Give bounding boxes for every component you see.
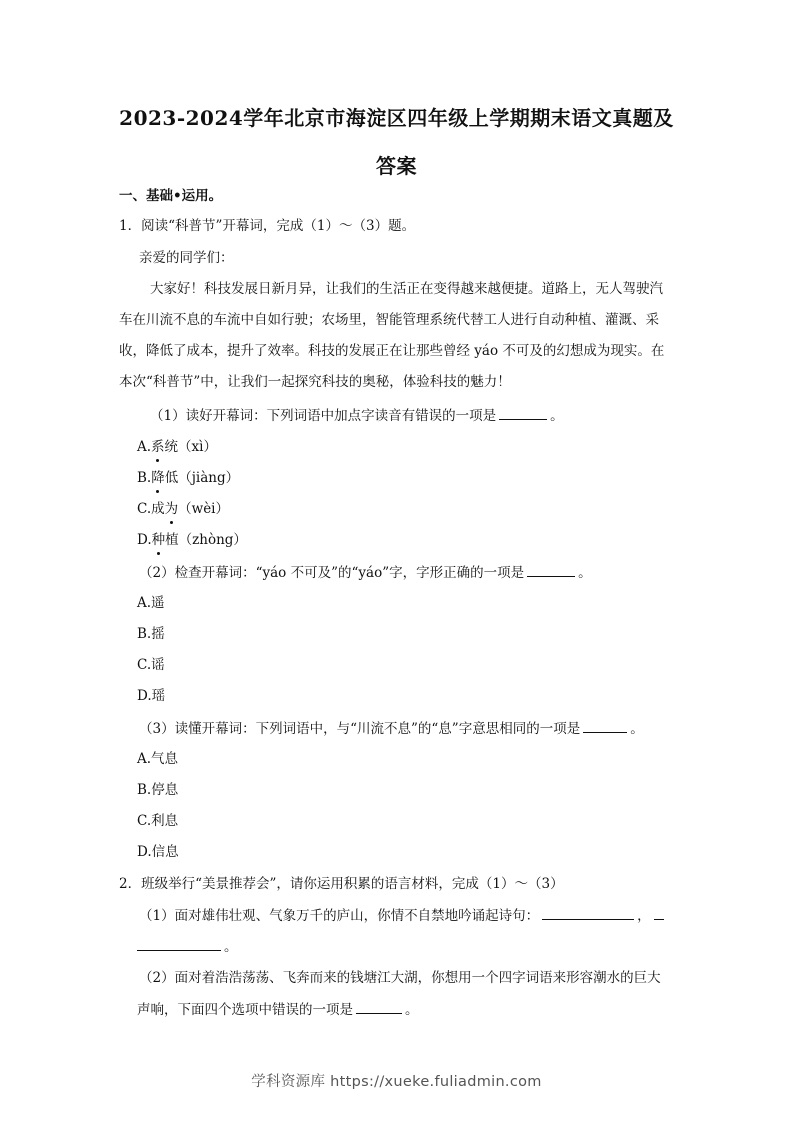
paragraph-line-3: 收，降低了成本，提升了效率。科技的发展正在让那些曾经 yáo 不可及的幻想成为现实。在 xyxy=(119,343,665,359)
q2-subquestion-1 xyxy=(139,905,667,926)
q2-subquestion-1-cont xyxy=(137,936,238,957)
option-3a: A.气息 xyxy=(137,751,179,767)
answer-blank[interactable] xyxy=(356,999,402,1014)
question-1-stem: 1．阅读“科普节”开幕词，完成（1）～（3）题。 xyxy=(119,218,416,234)
q2-subquestion-2-line-2 xyxy=(137,999,419,1020)
answer-blank[interactable] xyxy=(137,936,221,951)
subquestion-3-stem xyxy=(139,718,644,739)
answer-blank[interactable] xyxy=(583,718,627,733)
subquestion-1-text: （1）读好开幕词：下列词语中加点字读音有错误的一项是 xyxy=(150,408,497,424)
period: 。 xyxy=(550,408,564,424)
option-3b: B.停息 xyxy=(137,782,179,798)
subquestion-1-stem xyxy=(150,405,564,426)
option-prefix: 成 xyxy=(151,501,165,517)
dotted-char: 降 xyxy=(151,470,165,486)
section-heading: 一、基础•运用。 xyxy=(119,188,223,204)
answer-blank[interactable] xyxy=(527,562,575,577)
option-1c xyxy=(137,499,229,519)
option-1d xyxy=(137,530,247,550)
q2-subquestion-1-text: （1）面对雄伟壮观、气象万千的庐山，你情不自禁地吟诵起诗句： xyxy=(139,908,540,924)
period: 。 xyxy=(224,939,238,955)
subquestion-2-text: （2）检查开幕词：“yáo 不可及”的“yáo”字，字形正确的一项是 xyxy=(139,565,525,581)
option-1a xyxy=(137,437,217,457)
title-line-1: 2023-2024学年北京市海淀区四年级上学期期末语文真题及 xyxy=(119,106,674,130)
option-letter: C. xyxy=(137,501,152,517)
option-2c: C.谣 xyxy=(137,657,165,673)
option-text: 统（xì） xyxy=(164,439,217,455)
option-text: （wèi） xyxy=(178,501,230,517)
question-2-stem: 2．班级举行“美景推荐会”，请你运用积累的语言材料，完成（1）～（3） xyxy=(119,876,564,892)
title-line-2: 答案 xyxy=(376,154,417,178)
greeting: 亲爱的同学们： xyxy=(139,250,234,266)
option-2d: D.瑶 xyxy=(137,688,166,704)
option-3c: C.利息 xyxy=(137,813,179,829)
subquestion-2-stem xyxy=(139,562,592,583)
paragraph-line-2: 车在川流不息的车流中自如行驶；农场里，智能管理系统代替工人进行自动种植、灌溉、采 xyxy=(119,312,659,328)
option-text: 植（zhòng） xyxy=(165,532,247,548)
paragraph-line-4: 本次“科普节”中，让我们一起探究科技的奥秘，体验科技的魅力！ xyxy=(119,374,511,390)
answer-blank[interactable] xyxy=(542,905,634,920)
option-letter: A. xyxy=(137,439,152,455)
footer-watermark: 学科资源库 https://xueke.fuliadmin.com xyxy=(251,1074,542,1090)
dotted-char: 种 xyxy=(151,532,166,548)
option-2a: A.遥 xyxy=(137,595,165,611)
period: 。 xyxy=(578,565,592,581)
answer-blank[interactable] xyxy=(499,405,547,420)
page-title xyxy=(100,94,693,190)
paragraph-line-1: 大家好！科技发展日新月异，让我们的生活正在变得越来越便捷。道路上，无人驾驶汽 xyxy=(150,281,663,297)
dotted-char: 为 xyxy=(164,501,179,517)
option-2b: B.摇 xyxy=(137,626,165,642)
q2-subquestion-2-text: 声响，下面四个选项中错误的一项是 xyxy=(137,1002,353,1018)
option-1b xyxy=(137,468,239,488)
comma: ， xyxy=(637,908,651,924)
answer-blank[interactable] xyxy=(654,905,664,920)
dotted-char: 系 xyxy=(151,439,165,455)
option-3d: D.信息 xyxy=(137,844,179,860)
option-letter: B. xyxy=(137,470,152,486)
period: 。 xyxy=(630,721,644,737)
option-letter: D. xyxy=(137,532,152,548)
option-text: 低（jiàng） xyxy=(164,470,240,486)
subquestion-3-text: （3）读懂开幕词：下列词语中，与“川流不息”的“息”字意思相同的一项是 xyxy=(139,721,581,737)
period: 。 xyxy=(405,1002,419,1018)
q2-subquestion-2-line-1: （2）面对着浩浩荡荡、飞奔而来的钱塘江大湖，你想用一个四字词语来形容潮水的巨大 xyxy=(139,970,661,986)
